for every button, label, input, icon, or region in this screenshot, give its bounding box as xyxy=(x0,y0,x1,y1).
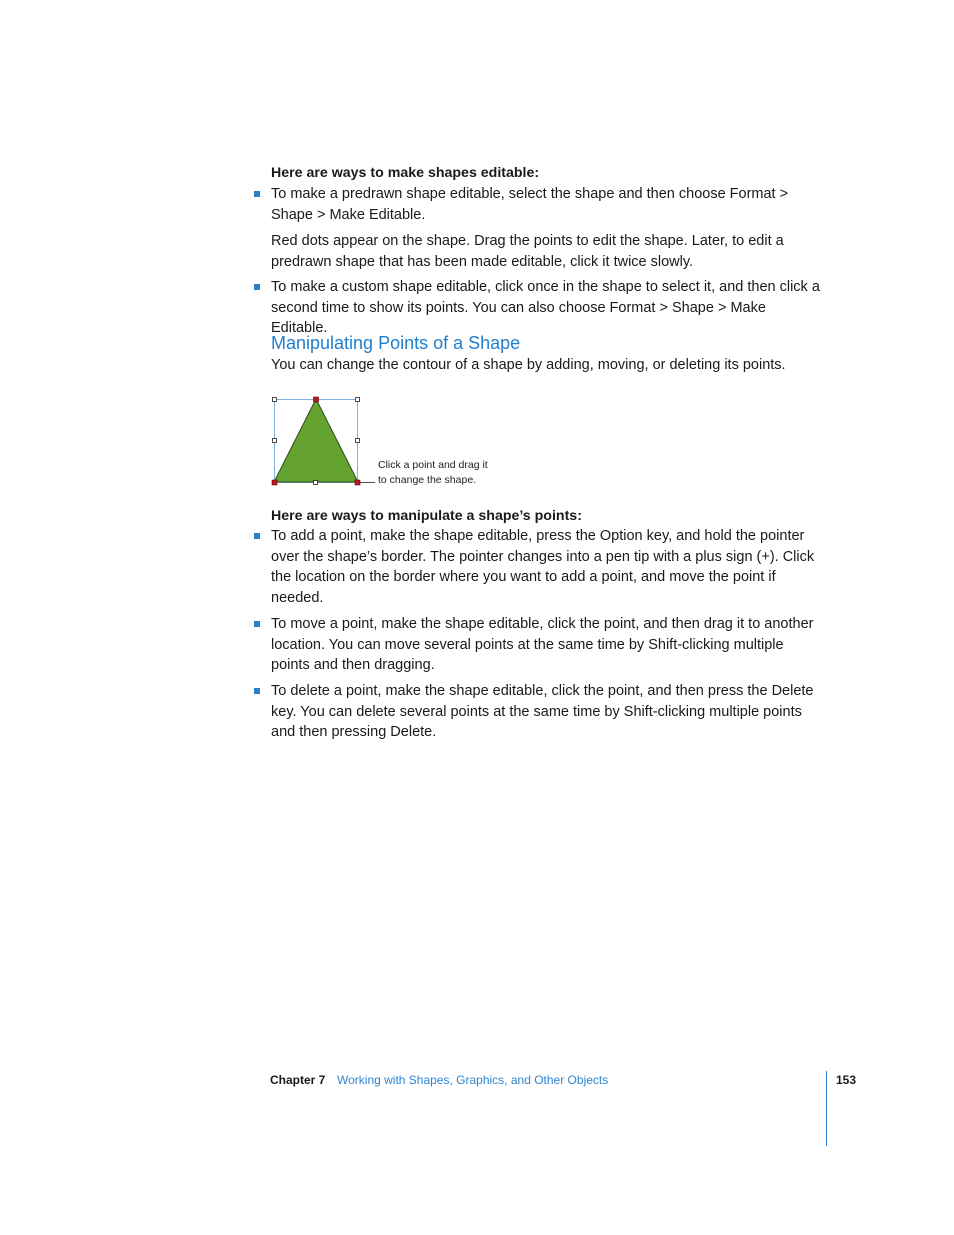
figure-callout xyxy=(378,458,488,488)
bullet-list xyxy=(254,681,824,743)
list-item xyxy=(254,681,824,743)
footer-chapter-label: Chapter 7 xyxy=(270,1073,326,1087)
edit-point xyxy=(355,480,360,485)
bullet-square-icon xyxy=(254,533,260,539)
list-item-text: To make a custom shape editable, click once in the shape to select it, and then click a second time to show its points. You can also choose Format > Shape > Make Editable. xyxy=(271,279,820,336)
bullet-list xyxy=(254,277,824,339)
bullet-square-icon xyxy=(254,191,260,197)
list-item xyxy=(254,526,824,608)
bullet-list xyxy=(254,526,824,608)
bullet-square-icon xyxy=(254,688,260,694)
page-number: 153 xyxy=(836,1073,857,1087)
list-item-note: Red dots appear on the shape. Drag the points to edit the shape. Later, to edit a predrawn shape that has been made editable, click it twice slowly. xyxy=(271,233,784,270)
edit-point xyxy=(314,397,319,402)
list-item xyxy=(254,614,824,676)
bullet-list xyxy=(254,614,824,676)
bullet-square-icon xyxy=(254,621,260,627)
list-item-text: To make a predrawn shape editable, select the shape and then choose Format > Shape > Make Editable. xyxy=(271,186,789,223)
section-lead: Here are ways to manipulate a shape’s points: xyxy=(271,508,582,524)
footer-chapter-title: Working with Shapes, Graphics, and Other Objects xyxy=(337,1073,609,1087)
resize-handle xyxy=(356,398,360,402)
list-item-text: To move a point, make the shape editable, click the point, and then drag it to another location. You can move several points at the same time by Shift-clicking multiple points and then dragging. xyxy=(271,616,814,673)
list-item-text: To delete a point, make the shape editable, click the point, and then press the Delete key. You can delete several points at the same time by Shift-clicking multiple points and then pressing Delete. xyxy=(271,683,814,740)
resize-handle xyxy=(356,439,360,443)
bullet-square-icon xyxy=(254,284,260,290)
callout-line: Click a point and drag it xyxy=(378,459,488,471)
bullet-list xyxy=(254,184,824,272)
edit-point xyxy=(272,480,277,485)
resize-handle xyxy=(273,439,277,443)
resize-handle xyxy=(314,481,318,485)
callout-line: to change the shape. xyxy=(378,474,477,486)
section-lead: Here are ways to make shapes editable: xyxy=(271,165,540,181)
list-item xyxy=(254,277,824,339)
footer-divider xyxy=(826,1071,827,1146)
resize-handle xyxy=(273,398,277,402)
section-intro: You can change the contour of a shape by adding, moving, or deleting its points. xyxy=(271,357,786,373)
triangle-shape xyxy=(274,399,358,482)
list-item xyxy=(254,184,824,225)
section-heading: Manipulating Points of a Shape xyxy=(271,333,521,353)
list-item-text: To add a point, make the shape editable, press the Option key, and hold the pointer over the shape’s border. The pointer changes into a pen tip with a plus sign (+). Click the location on the border where you want to add a point, and move the point if needed. xyxy=(271,528,815,606)
